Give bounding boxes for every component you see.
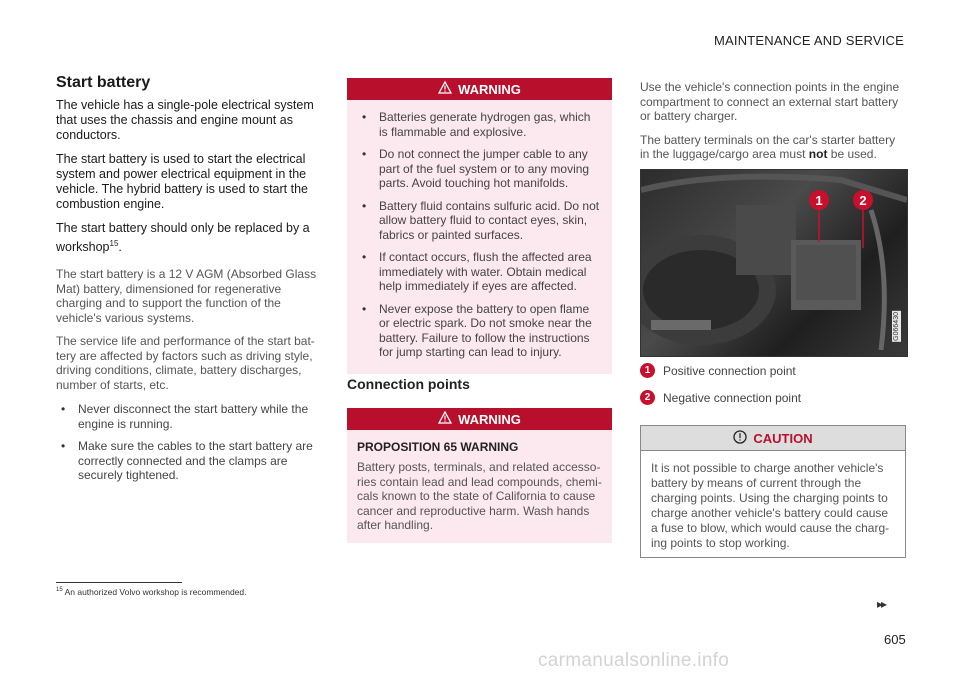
- caution-label: CAUTION: [753, 430, 813, 446]
- footnote-text: An authorized Volvo workshop is recommended.: [64, 587, 247, 597]
- engine-compartment-photo: [640, 169, 908, 357]
- warning-bullets: [357, 110, 602, 360]
- photo-code: G066430: [893, 312, 900, 341]
- warning-box-battery: [347, 78, 612, 374]
- list-item: • Never disconnect the start battery while the engine is running.: [56, 402, 318, 431]
- legend-number: 2: [640, 390, 655, 405]
- warning-label: WARNING: [458, 411, 521, 427]
- warning-box-prop65: [347, 408, 612, 543]
- warning-header: [347, 78, 612, 100]
- caution-box: [640, 425, 906, 558]
- watermark: carmanualsonline.info: [538, 650, 730, 671]
- terminals-text-end: be used.: [827, 147, 877, 161]
- footnote-ref[interactable]: 15: [109, 239, 119, 248]
- paragraph-start-battery-use: The start battery is used to start the electrical system and power electrical equipment in the vehicle. The hybrid battery is used to start the combustion engine.: [56, 152, 308, 211]
- photo-legend: [640, 363, 906, 415]
- paragraph-connection-use: Use the vehicle's connection points in the engine compartment to connect an external start battery or battery charger.: [640, 80, 900, 123]
- replacement-text: The start battery should only be replaced by a workshop: [56, 221, 310, 255]
- warning-body: [347, 430, 612, 543]
- footnote: [56, 587, 247, 597]
- legend-label: Positive connection point: [663, 363, 796, 378]
- legend-item: [640, 363, 906, 378]
- list-item: • Do not connect the jumper cable to any part of the fuel system or to any moving parts. Avoid touching hot manifolds.: [357, 147, 602, 191]
- list-item: • Make sure the cables to the start battery are correctly connected and the clamps are securely tightened.: [56, 439, 318, 483]
- right-column: [640, 80, 906, 550]
- paragraph-single-pole: The vehicle has a single-pole electrical system that uses the chassis and engine mount as conductors.: [56, 98, 314, 142]
- list-item: • Batteries generate hydrogen gas, which is flammable and explosive.: [357, 110, 602, 139]
- caution-icon: [733, 430, 747, 447]
- warning-triangle-icon: [438, 411, 452, 427]
- caution-text: It is not possible to charge another vehicle's battery by means of current through the charging points. Using the charging points to charge another vehicle's battery could cause a fuse to blow, which would cause the charging points to stop working.: [651, 461, 890, 550]
- connection-points-title: Connection points: [347, 376, 470, 392]
- warning-triangle-icon: [438, 81, 452, 97]
- page-number: 605: [884, 632, 906, 647]
- warning-header: [347, 408, 612, 430]
- marker-negative: 2: [853, 190, 873, 210]
- legend-item: [640, 390, 906, 405]
- paragraph-service-life: The service life and performance of the start battery are affected by factors such as driving style, driving conditions, climate, battery discharges, number of starts, etc.: [56, 334, 315, 392]
- warning-label: WARNING: [458, 81, 521, 97]
- paragraph-agm: The start battery is a 12 V AGM (Absorbed Glass Mat) battery, dimensioned for regenerative charging and to support the function of the vehicle's various systems.: [56, 267, 317, 325]
- footnote-number: 15: [56, 587, 63, 594]
- start-battery-title: Start battery: [56, 74, 151, 91]
- caution-header: [641, 426, 905, 451]
- prop65-heading: PROPOSITION 65 WARNING: [357, 440, 519, 454]
- section-header: MAINTENANCE AND SERVICE: [713, 33, 904, 48]
- legend-number: 1: [640, 363, 655, 378]
- paragraph-replacement: [56, 221, 318, 255]
- terminals-emphasis: not: [808, 147, 828, 161]
- replacement-end: .: [118, 240, 122, 255]
- list-item: • Never expose the battery to open flame or electric spark. Do not smoke near the battery. Failure to follow the instructions for jump starting can lead to injury.: [357, 302, 602, 360]
- warning-body: [347, 100, 612, 374]
- marker-positive: 1: [809, 190, 829, 210]
- start-battery-bullets: [56, 402, 318, 483]
- paragraph-terminals-note: [640, 133, 906, 162]
- footnote-divider: [56, 582, 182, 583]
- middle-column: [347, 78, 612, 532]
- legend-label: Negative connection point: [663, 390, 802, 405]
- left-column: [56, 98, 318, 491]
- list-item: • If contact occurs, flush the affected area immediately with water. Obtain medical help immediately if eyes are affected.: [357, 250, 602, 294]
- terminals-text: The battery terminals on the car's starter battery in the luggage/cargo area must: [640, 132, 896, 161]
- prop65-text: Battery posts, terminals, and related accessories contain lead and lead compounds, chemicals known to the state of California to cause cancer and reproductive harm. Wash hands after handling.: [357, 460, 602, 532]
- next-page-arrows-icon[interactable]: ▸▸: [877, 597, 886, 611]
- list-item: • Battery fluid contains sulfuric acid. Do not allow battery fluid to contact eyes, skin, fabrics or painted surfaces.: [357, 199, 602, 243]
